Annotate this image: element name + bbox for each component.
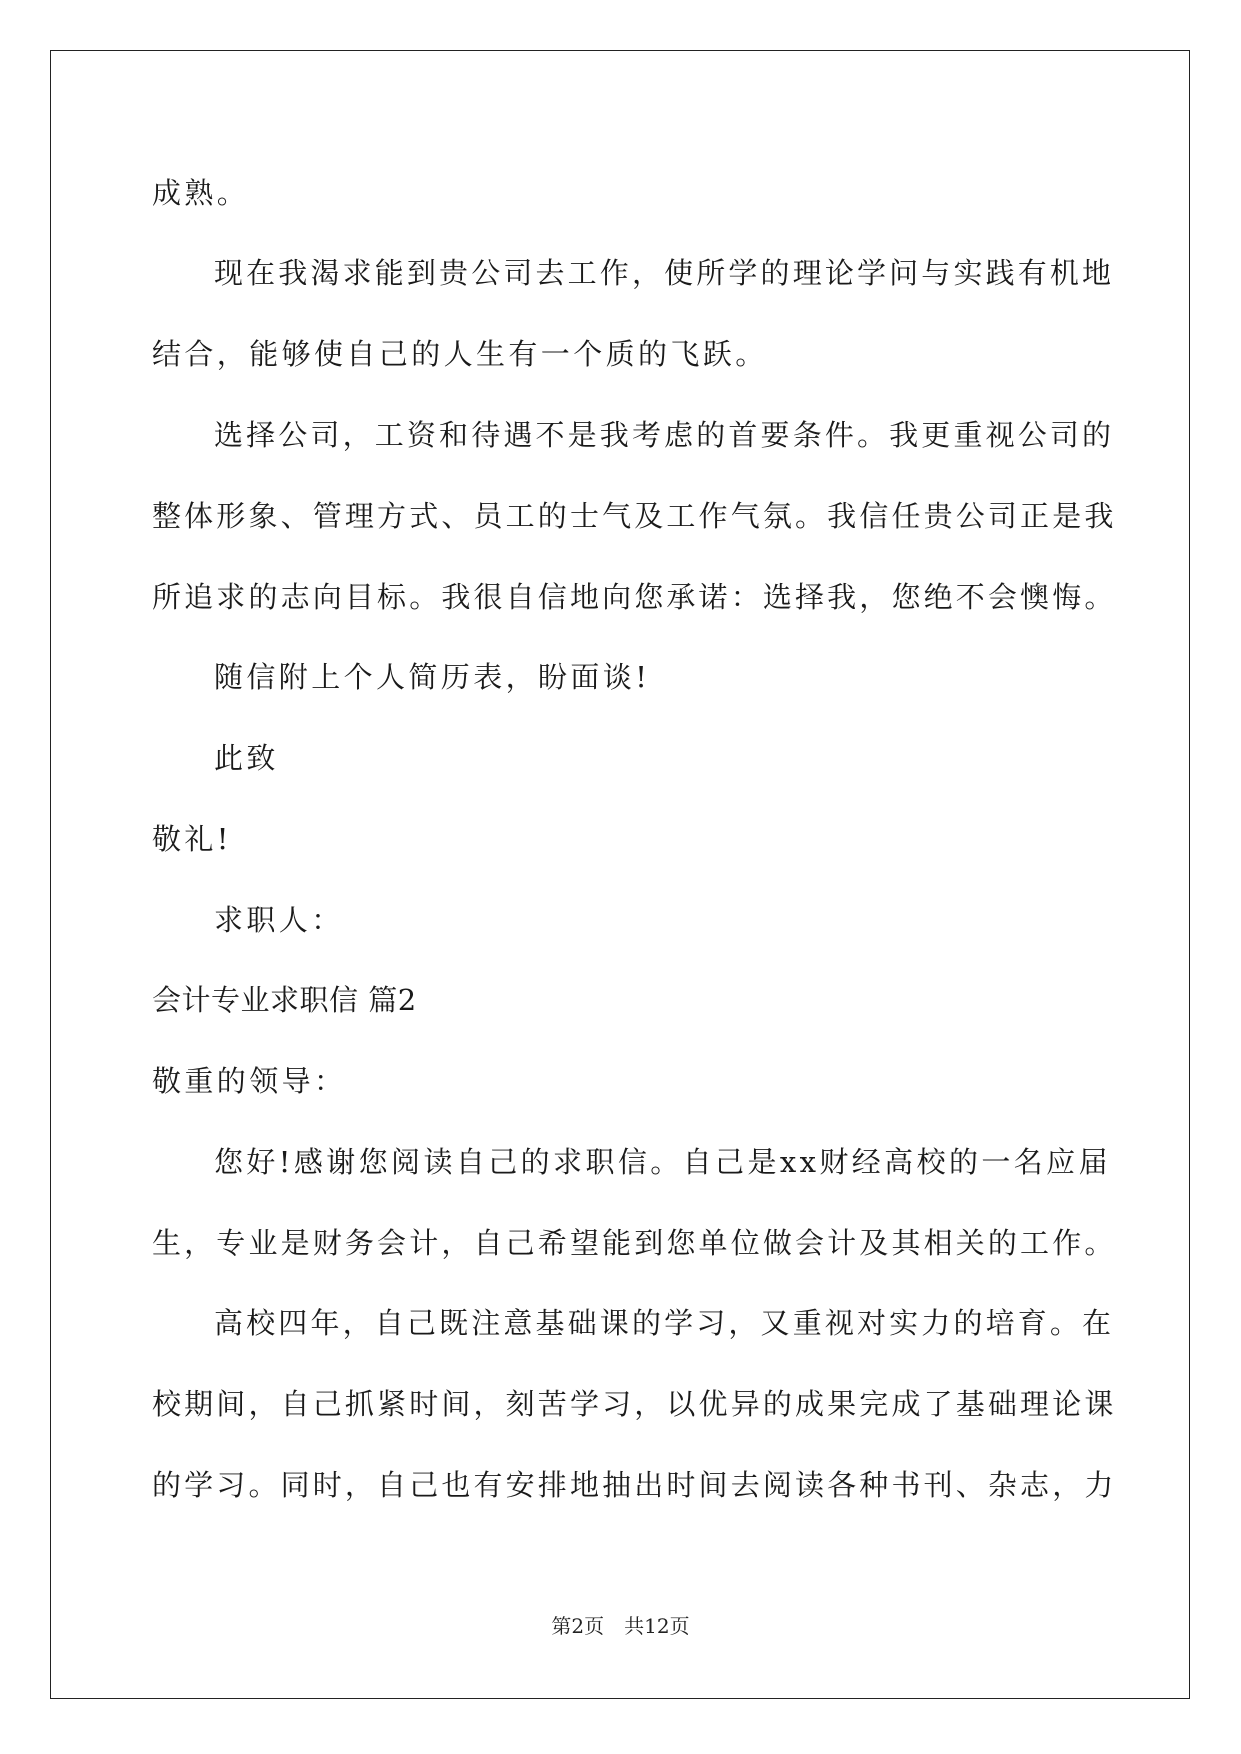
body-line-14: 生，专业是财务会计，自己希望能到您单位做会计及其相关的工作。 <box>152 1226 1117 1260</box>
body-line-16: 校期间，自己抓紧时间，刻苦学习，以优异的成果完成了基础理论课 <box>152 1387 1117 1421</box>
body-line-8: 此致 <box>214 741 279 775</box>
body-line-1: 成熟。 <box>152 176 250 210</box>
signature-line: 求职人： <box>214 903 344 937</box>
body-line-7: 随信附上个人简历表，盼面谈! <box>214 660 651 694</box>
section-title: 会计专业求职信 篇2 <box>152 983 417 1017</box>
body-line-15: 高校四年，自己既注意基础课的学习，又重视对实力的培育。在 <box>214 1306 1115 1340</box>
body-line-13: 您好!感谢您阅读自己的求职信。自己是xx财经高校的一名应届 <box>214 1145 1111 1179</box>
body-line-6: 所追求的志向目标。我很自信地向您承诺：选择我，您绝不会懊悔。 <box>152 580 1117 614</box>
body-line-2: 现在我渴求能到贵公司去工作，使所学的理论学问与实践有机地 <box>214 256 1115 290</box>
body-line-4: 选择公司，工资和待遇不是我考虑的首要条件。我更重视公司的 <box>214 418 1115 452</box>
body-line-17: 的学习。同时，自己也有安排地抽出时间去阅读各种书刊、杂志，力 <box>152 1468 1117 1502</box>
salutation-line: 敬礼! <box>152 822 232 856</box>
body-line-3: 结合，能够使自己的人生有一个质的飞跃。 <box>152 337 768 371</box>
greeting-line: 敬重的领导： <box>152 1064 347 1098</box>
body-line-5: 整体形象、管理方式、员工的士气及工作气氛。我信任贵公司正是我 <box>152 499 1117 533</box>
page-number-footer: 第2页 共12页 <box>551 1614 690 1638</box>
page-border <box>50 50 1190 1699</box>
